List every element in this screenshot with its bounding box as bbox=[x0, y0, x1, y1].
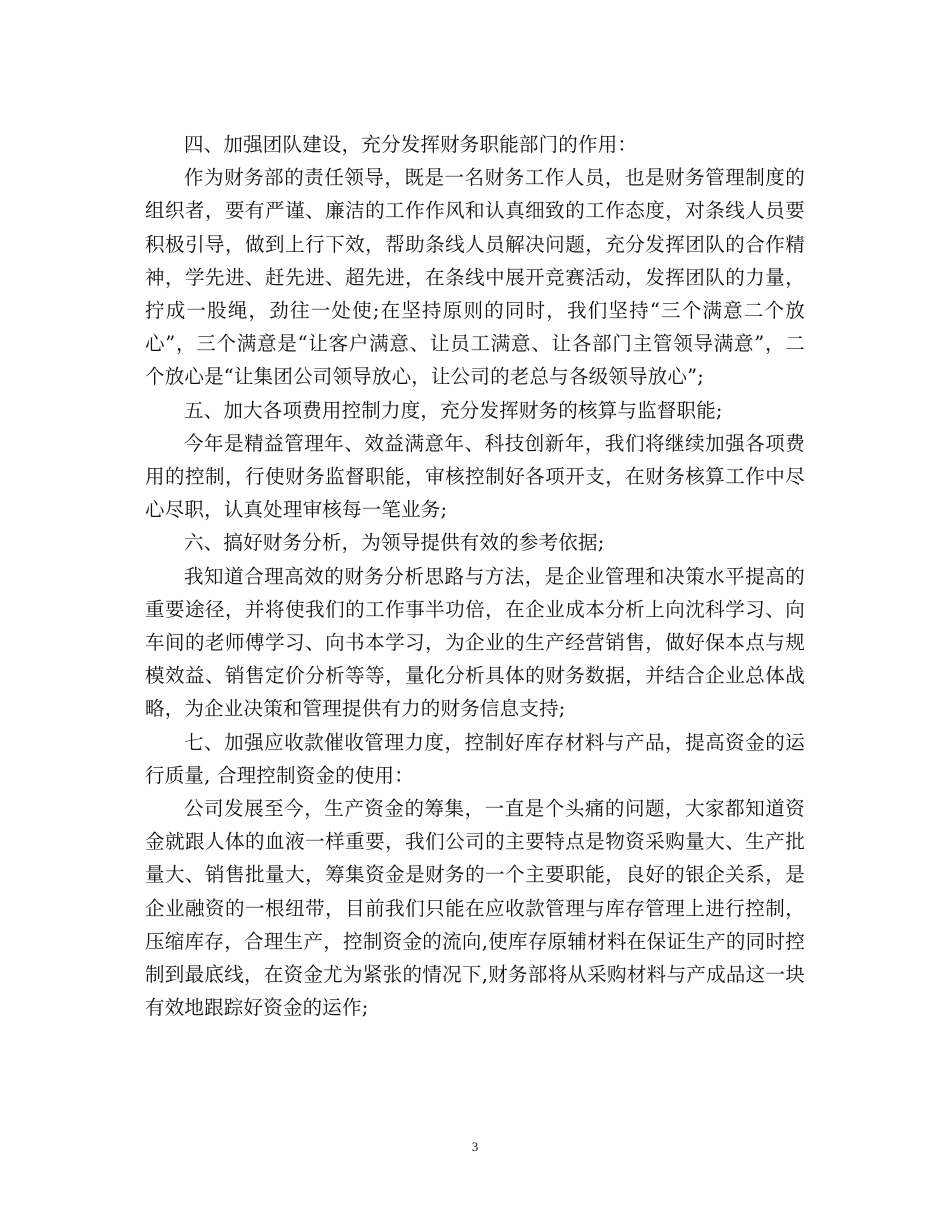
document-body bbox=[145, 128, 805, 1024]
paragraph-cost-control: 今年是精益管理年、效益满意年、科技创新年，我们将继续加强各项费用的控制，行使财务监督职能，审核控制好各项开支，在财务核算工作中尽心尽职，认真处理审核每一笔业务; bbox=[145, 431, 805, 522]
section-heading-cost-control: 五、加大各项费用控制力度，充分发挥财务的核算与监督职能; bbox=[184, 398, 723, 422]
paragraph-receivables: 公司发展至今，生产资金的筹集，一直是个头痛的问题，大家都知道资金就跟人体的血液一样重要，我们公司的主要特点是物资采购量大、生产批量大、销售批量大，筹集资金是财务的一个主要职能，良好的银企关系，是企业融资的一根纽带，目前我们只能在应收款管理与库存管理上进行控制，压缩库存，合理生产，控制资金的流向,使库存原辅材料在保证生产的同时控制到最底线，在资金尤为紧张的情况下,财务部将从采购材料与产成品这一块有效地跟踪好资金的运作; bbox=[145, 797, 805, 1020]
page-number: 3 bbox=[471, 1139, 479, 1154]
section-heading-team-building: 四、加强团队建设，充分发挥财务职能部门的作用： bbox=[184, 133, 638, 156]
paragraph-financial-analysis: 我知道合理高效的财务分析思路与方法，是企业管理和决策水平提高的重要途径，并将使我们的工作事半功倍，在企业成本分析上向沈科学习、向车间的老师傅学习、向书本学习，为企业的生产经营销售，做好保本点与规模效益、销售定价分析等等，量化分析具体的财务数据，并结合企业总体战略，为企业决策和管理提供有力的财务信息支持; bbox=[145, 564, 805, 721]
paragraph-team-building: 作为财务部的责任领导，既是一名财务工作人员，也是财务管理制度的组织者，要有严谨、廉洁的工作作风和认真细致的工作态度，对条线人员要积极引导，做到上行下效，帮助条线人员解决问题，充分发挥团队的合作精神，学先进、赶先进、超先进，在条线中展开竞赛活动，发挥团队的力量，拧成一股绳，劲往一处使;在坚持原则的同时，我们坚持“三个满意二个放心”，三个满意是“让客户满意、让员工满意、让各部门主管领导满意”，二个放心是“让集团公司领导放心，让公司的老总与各级领导放心”; bbox=[145, 166, 805, 389]
section-heading-financial-analysis: 六、搞好财务分析，为领导提供有效的参考依据; bbox=[184, 531, 605, 555]
section-heading-receivables: 七、加强应收款催收管理力度，控制好库存材料与产品，提高资金的运行质量, 合理控制资金的使用： bbox=[145, 730, 805, 787]
